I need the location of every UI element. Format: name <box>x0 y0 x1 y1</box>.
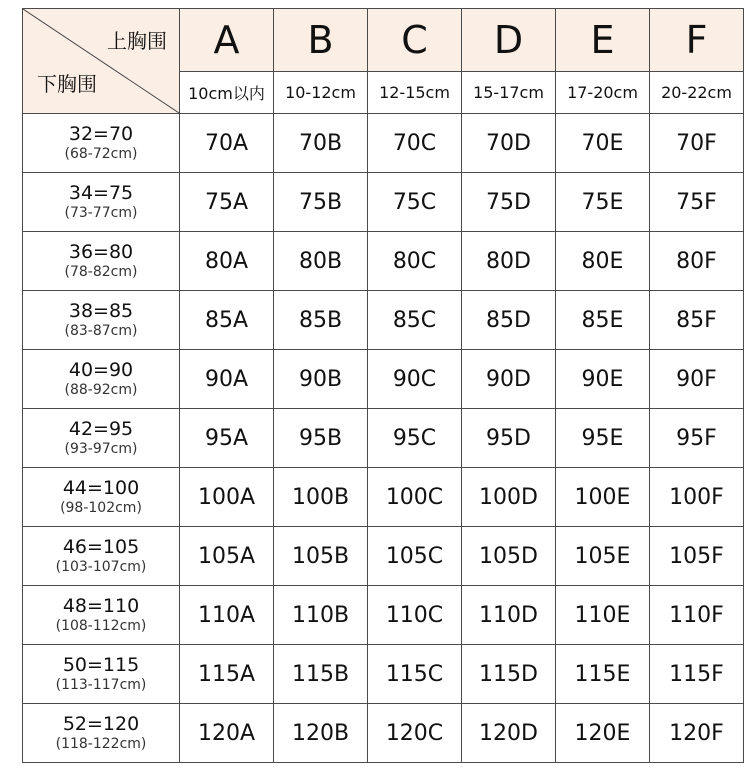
size-cell: 105F <box>650 527 744 586</box>
band-size: 36=80 <box>68 241 134 263</box>
band-cm-range: (73-77cm) <box>64 205 138 221</box>
size-cell: 90D <box>462 350 556 409</box>
size-cell: 100A <box>180 468 274 527</box>
size-cell: 95E <box>556 409 650 468</box>
band-cm-range: (83-87cm) <box>64 323 138 339</box>
size-cell: 70D <box>462 114 556 173</box>
band-size: 42=95 <box>68 418 134 440</box>
cup-letter: F <box>650 9 744 72</box>
size-cell: 120B <box>274 704 368 763</box>
size-cell: 95B <box>274 409 368 468</box>
size-cell: 75D <box>462 173 556 232</box>
table-row <box>23 114 744 173</box>
band-size: 40=90 <box>68 359 134 381</box>
band-cm-range: (68-72cm) <box>64 146 138 162</box>
size-cell: 120A <box>180 704 274 763</box>
table-row <box>23 350 744 409</box>
band-size: 48=110 <box>62 595 140 617</box>
table-row <box>23 291 744 350</box>
size-cell: 90F <box>650 350 744 409</box>
size-cell: 120F <box>650 704 744 763</box>
cup-letter: D <box>462 9 556 72</box>
band-size-cell <box>23 291 180 350</box>
band-cm-range: (108-112cm) <box>55 618 147 634</box>
size-cell: 120E <box>556 704 650 763</box>
table-row <box>23 173 744 232</box>
band-size: 38=85 <box>68 300 134 322</box>
size-cell: 110F <box>650 586 744 645</box>
size-cell: 115F <box>650 645 744 704</box>
size-cell: 95F <box>650 409 744 468</box>
size-cell: 70E <box>556 114 650 173</box>
band-size-cell <box>23 645 180 704</box>
under-bust-label: 下胸围 <box>37 72 97 96</box>
size-cell: 90C <box>368 350 462 409</box>
size-cell: 85C <box>368 291 462 350</box>
band-size: 44=100 <box>62 477 140 499</box>
size-cell: 100D <box>462 468 556 527</box>
size-cell: 115B <box>274 645 368 704</box>
band-size: 32=70 <box>68 123 134 145</box>
size-cell: 115E <box>556 645 650 704</box>
size-cell: 105E <box>556 527 650 586</box>
band-size: 52=120 <box>62 713 140 735</box>
table-row <box>23 409 744 468</box>
band-size-cell <box>23 586 180 645</box>
table-row <box>23 527 744 586</box>
size-cell: 105D <box>462 527 556 586</box>
size-cell: 70F <box>650 114 744 173</box>
size-cell: 70A <box>180 114 274 173</box>
table-row <box>23 232 744 291</box>
size-cell: 80B <box>274 232 368 291</box>
size-cell: 75B <box>274 173 368 232</box>
table-row <box>23 704 744 763</box>
size-cell: 80F <box>650 232 744 291</box>
size-cell: 75C <box>368 173 462 232</box>
size-cell: 75E <box>556 173 650 232</box>
band-cm-range: (113-117cm) <box>55 677 147 693</box>
band-size-cell <box>23 173 180 232</box>
size-cell: 100E <box>556 468 650 527</box>
size-cell: 100B <box>274 468 368 527</box>
size-cell: 85B <box>274 291 368 350</box>
cup-letter-row <box>23 9 744 72</box>
cup-range: 17-20cm <box>556 72 650 114</box>
size-cell: 95D <box>462 409 556 468</box>
size-cell: 85F <box>650 291 744 350</box>
size-cell: 105B <box>274 527 368 586</box>
band-cm-range: (98-102cm) <box>60 500 142 516</box>
band-size: 34=75 <box>68 182 134 204</box>
upper-bust-label: 上胸围 <box>107 29 167 53</box>
size-cell: 105C <box>368 527 462 586</box>
size-cell: 75F <box>650 173 744 232</box>
band-cm-range: (93-97cm) <box>64 441 138 457</box>
corner-header-cell <box>23 9 180 114</box>
band-size-cell <box>23 704 180 763</box>
cup-letter: E <box>556 9 650 72</box>
size-cell: 120C <box>368 704 462 763</box>
size-cell: 70C <box>368 114 462 173</box>
cup-range: 20-22cm <box>650 72 744 114</box>
size-rows <box>23 114 744 763</box>
band-size-cell <box>23 114 180 173</box>
size-cell: 100C <box>368 468 462 527</box>
band-size: 50=115 <box>62 654 140 676</box>
table-row <box>23 586 744 645</box>
size-cell: 80E <box>556 232 650 291</box>
band-size-cell <box>23 468 180 527</box>
size-cell: 80C <box>368 232 462 291</box>
cup-letter: A <box>180 9 274 72</box>
size-cell: 110B <box>274 586 368 645</box>
size-cell: 75A <box>180 173 274 232</box>
band-size-cell <box>23 232 180 291</box>
size-chart <box>22 8 743 764</box>
cup-range: 12-15cm <box>368 72 462 114</box>
size-cell: 85E <box>556 291 650 350</box>
table-row <box>23 645 744 704</box>
size-cell: 110C <box>368 586 462 645</box>
band-cm-range: (88-92cm) <box>64 382 138 398</box>
size-cell: 115D <box>462 645 556 704</box>
band-cm-range: (103-107cm) <box>55 559 147 575</box>
band-size-cell <box>23 409 180 468</box>
size-table <box>22 8 744 763</box>
size-cell: 95C <box>368 409 462 468</box>
size-cell: 100F <box>650 468 744 527</box>
size-cell: 115C <box>368 645 462 704</box>
size-cell: 90B <box>274 350 368 409</box>
size-cell: 110E <box>556 586 650 645</box>
size-cell: 120D <box>462 704 556 763</box>
cup-letter: B <box>274 9 368 72</box>
table-row <box>23 468 744 527</box>
cup-range: 10-12cm <box>274 72 368 114</box>
size-cell: 105A <box>180 527 274 586</box>
size-cell: 85A <box>180 291 274 350</box>
size-cell: 80A <box>180 232 274 291</box>
size-cell: 90E <box>556 350 650 409</box>
size-cell: 95A <box>180 409 274 468</box>
size-cell: 80D <box>462 232 556 291</box>
size-cell: 110D <box>462 586 556 645</box>
size-cell: 115A <box>180 645 274 704</box>
band-size-cell <box>23 527 180 586</box>
cup-letter: C <box>368 9 462 72</box>
band-size-cell <box>23 350 180 409</box>
size-cell: 70B <box>274 114 368 173</box>
size-cell: 90A <box>180 350 274 409</box>
size-cell: 85D <box>462 291 556 350</box>
cup-range: 15-17cm <box>462 72 556 114</box>
band-cm-range: (78-82cm) <box>64 264 138 280</box>
band-size: 46=105 <box>62 536 140 558</box>
size-cell: 110A <box>180 586 274 645</box>
cup-range: 10cm以内 <box>180 72 274 114</box>
band-cm-range: (118-122cm) <box>55 736 147 752</box>
